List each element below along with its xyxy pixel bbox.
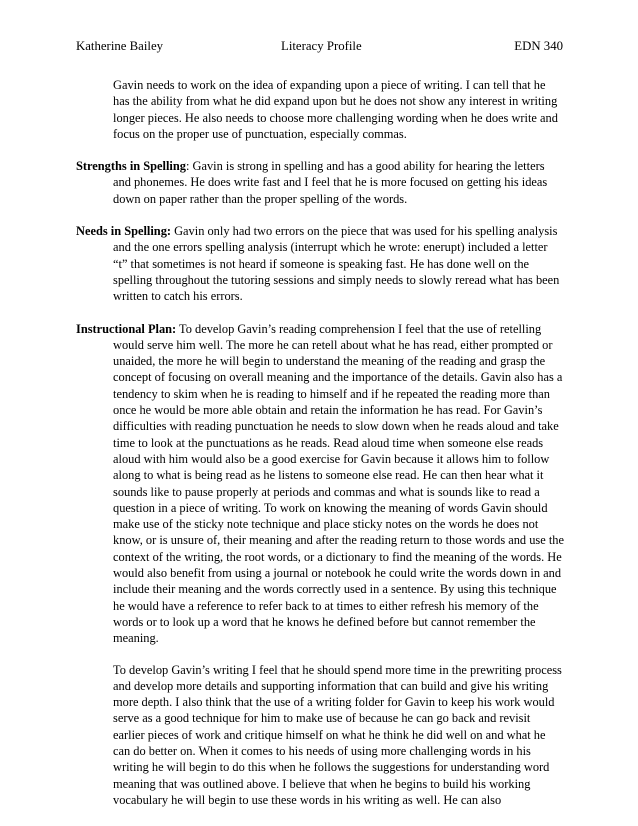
header-title: Literacy Profile [281, 39, 362, 53]
strengths-label: Strengths in Spelling [76, 159, 186, 174]
header-author: Katherine Bailey [76, 39, 164, 53]
needs-label: Needs in Spelling: [76, 224, 172, 239]
header-course: EDN 340 [514, 39, 563, 53]
strengths-paragraph [76, 158, 564, 207]
page-header [76, 37, 563, 55]
plan-text: To develop Gavin’s reading comprehension I feel that the use of retelling would serve him well. The more he can retell about what he has read, either prompted or unaided, the more he will begin to understand the meaning of the reading and grasp the concept of focusing on overall meaning and the importance of the details. Gavin also has a tendency to skim when he is reading to himself and if he repeated the reading more than once he would be more able obtain and retain the information he has read. For Gavin’s difficulties with reading punctuation he needs to slow down when he reads aloud and take time to look at the punctuations as he reads. Read aloud time when someone else reads aloud with him would also be a good exercise for Gavin because it allows him to follow along to what is being read as he listens to someone else read. He can then hear what it sounds like to pause properly at periods and commas and what is sounds like to read a question in a piece of writing. To work on knowing the meaning of words Gavin should make use of the sticky note technique and place sticky notes on the words he does not know, or is unsure of, their meaning and after the reading return to those words and use the context of the writing, the root words, or a dictionary to find the meaning of the words. He would also benefit from using a journal or notebook he could write the words down in and include their meaning and the words correctly used in a sentence. By using this technique he would have a reference to refer back to at times to either refresh his memory of the words or to look up a word that he knows he defined before but cannot remember the meaning. [113, 321, 564, 646]
intro-paragraph: Gavin needs to work on the idea of expanding upon a piece of writing. I can tell that he has the ability from what he did expand upon but he does not show any interest in writing longer pieces. He also needs to choose more challenging wording when he does write and focus on the proper use of punctuation, especially commas. [113, 78, 558, 141]
document-body [76, 77, 564, 808]
strengths-text: : Gavin is strong in spelling and has a good ability for hearing the letters and phonemes. He does write fast and I feel that he is more focused on getting his ideas down on paper rather than the proper spelling of the words. [113, 159, 548, 206]
needs-paragraph [76, 223, 564, 304]
needs-text: Gavin only had two errors on the piece that was used for his spelling analysis and the one errors spelling analysis (interrupt which he wrote: enerupt) included a letter “t” that sometimes is not heard if someone is speaking fast. He has done well on the spelling throughout the tutoring sessions and simply needs to slowly reread what has been written to catch his errors. [113, 224, 560, 304]
plan-paragraph [76, 321, 564, 647]
plan-label: Instructional Plan: [76, 321, 177, 336]
writing-paragraph: To develop Gavin’s writing I feel that he should spend more time in the prewriting process and develop more details and supporting information that can build and give his writing more depth. I also think that the use of a writing folder for Gavin to keep his work would serve as a good technique for him to make use of because he can go back and revisit earlier pieces of work and critique himself on what he think he did well on and what he can do better on. When it comes to his needs of using more challenging words in his writing he will begin to do this when he follows the suggestions for understanding word meaning that was outlined above. I believe that when he begins to build his working vocabulary he will begin to use these words in his writing as well. He can also [113, 662, 562, 807]
